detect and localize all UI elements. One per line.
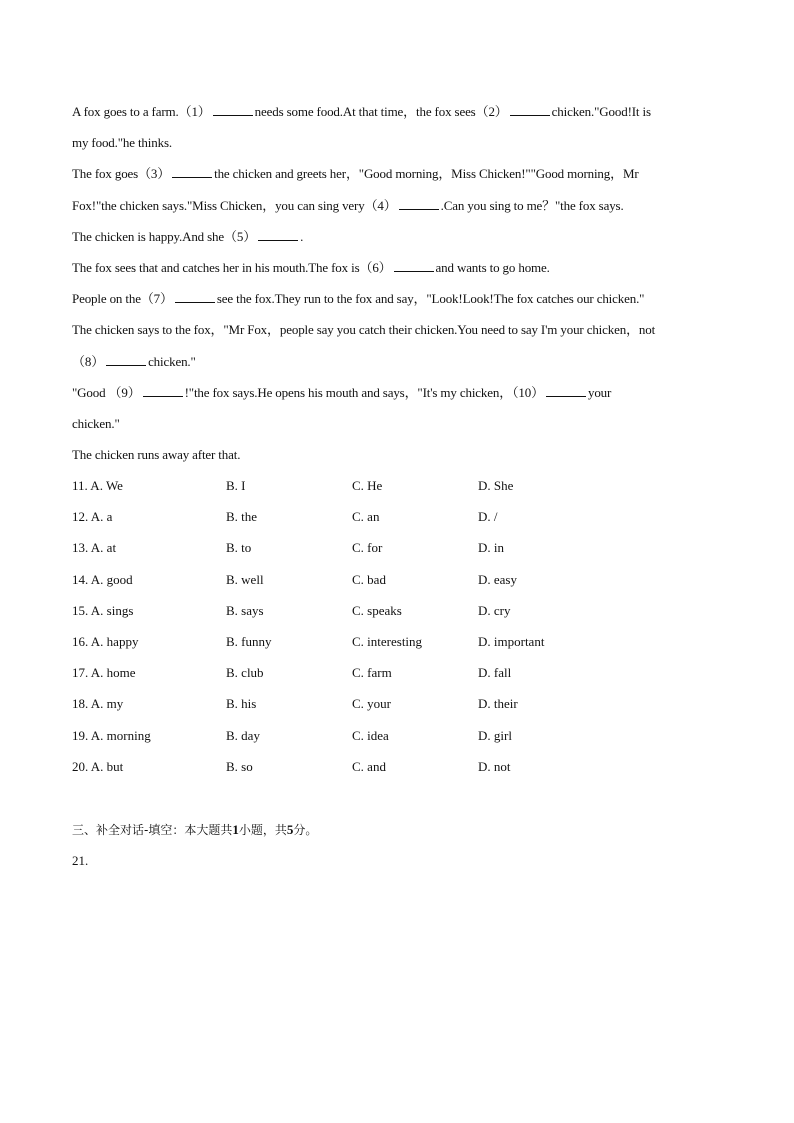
option-a: 14. A. good bbox=[72, 571, 133, 587]
blank-1 bbox=[213, 102, 253, 116]
option-d: D. their bbox=[478, 696, 518, 712]
passage-line-11 bbox=[72, 411, 728, 442]
option-row-19 bbox=[72, 723, 728, 754]
passage-text: A fox goes to a farm.（1） bbox=[72, 104, 211, 119]
passage-text: and wants to go home. bbox=[435, 259, 550, 275]
option-row-11 bbox=[72, 473, 728, 504]
passage-text: your bbox=[587, 384, 612, 400]
option-c: C. an bbox=[352, 509, 380, 525]
option-c: C. your bbox=[352, 696, 391, 712]
option-a: 13. A. at bbox=[72, 540, 117, 556]
section-heading bbox=[72, 817, 317, 843]
option-a: 17. A. home bbox=[72, 665, 136, 681]
option-row-16 bbox=[72, 629, 728, 660]
passage-text: The chicken is happy.And she（5） bbox=[72, 228, 257, 244]
passage-text: needs some food.At that time，the fox sees（2） bbox=[254, 104, 508, 119]
option-d: D. She bbox=[478, 478, 514, 493]
option-b: B. the bbox=[226, 509, 258, 525]
blank-5 bbox=[258, 227, 298, 241]
option-row-13 bbox=[72, 535, 728, 566]
option-row-15 bbox=[72, 598, 728, 629]
option-d: D. not bbox=[478, 758, 511, 774]
option-b: B. so bbox=[226, 758, 253, 774]
option-a: 19. A. morning bbox=[72, 727, 151, 743]
passage-text: Fox!"the chicken says."Miss Chicken，you can sing very（4） bbox=[72, 197, 397, 213]
passage-text: .Can you sing to me？"the fox says. bbox=[440, 197, 624, 213]
option-a: 11. A. We bbox=[72, 478, 123, 493]
option-a: 16. A. happy bbox=[72, 633, 139, 649]
passage-text: see the fox.They run to the fox and say，"Look!Look!The fox catches our chicken." bbox=[216, 291, 645, 307]
blank-10 bbox=[546, 383, 586, 397]
passage-text: （8） bbox=[72, 353, 105, 369]
option-d: D. fall bbox=[478, 665, 512, 681]
option-a: 15. A. sings bbox=[72, 602, 134, 618]
option-d: D. easy bbox=[478, 571, 517, 587]
passage-text: !"the fox says.He opens his mouth and says，"It's my chicken，（10） bbox=[184, 384, 544, 400]
passage-line-5 bbox=[72, 224, 728, 255]
option-b: B. well bbox=[226, 571, 264, 587]
option-d: D. cry bbox=[478, 602, 511, 618]
blank-9 bbox=[143, 383, 183, 397]
blank-4 bbox=[399, 196, 439, 210]
blank-6 bbox=[394, 258, 434, 272]
passage-line-2 bbox=[72, 130, 728, 161]
option-c: C. for bbox=[352, 540, 383, 556]
passage-text: . bbox=[300, 228, 304, 244]
option-a: 20. A. but bbox=[72, 758, 124, 774]
passage-line-7 bbox=[72, 286, 728, 317]
passage-line-1 bbox=[72, 99, 728, 130]
passage-line-3 bbox=[72, 161, 728, 192]
option-b: B. says bbox=[226, 602, 264, 618]
option-c: C. idea bbox=[352, 727, 389, 743]
passage-line-8 bbox=[72, 317, 728, 348]
blank-7 bbox=[175, 289, 215, 303]
option-c: C. and bbox=[352, 758, 386, 774]
option-b: B. his bbox=[226, 696, 257, 712]
passage-text: The chicken runs away after that. bbox=[72, 447, 241, 463]
passage-text: "Good （9） bbox=[72, 384, 141, 400]
passage-text: The fox goes（3） bbox=[72, 166, 171, 182]
section-heading-prefix: 三、补全对话-填空：本大题共 bbox=[72, 823, 233, 837]
passage-text: chicken." bbox=[72, 415, 120, 431]
option-b: B. I bbox=[226, 478, 246, 493]
option-d: D. / bbox=[478, 509, 498, 525]
answer-options bbox=[72, 473, 728, 785]
option-c: C. He bbox=[352, 478, 383, 493]
section-heading-suffix: 分。 bbox=[293, 823, 318, 837]
option-b: B. to bbox=[226, 540, 252, 556]
passage-line-10 bbox=[72, 380, 728, 411]
passage-line-12 bbox=[72, 442, 728, 473]
option-row-20 bbox=[72, 754, 728, 785]
option-row-18 bbox=[72, 691, 728, 722]
section-score: 5 bbox=[286, 822, 294, 837]
option-c: C. speaks bbox=[352, 602, 402, 618]
blank-2 bbox=[510, 102, 550, 116]
passage-text: the chicken and greets her，"Good morning，Miss Chicken!""Good morning，Mr bbox=[214, 166, 639, 182]
passage-text: People on the（7） bbox=[72, 291, 173, 307]
option-row-14 bbox=[72, 567, 728, 598]
passage-line-4 bbox=[72, 193, 728, 224]
passage-text: chicken." bbox=[148, 353, 196, 369]
option-b: B. funny bbox=[226, 633, 272, 649]
passage-line-9 bbox=[72, 349, 728, 380]
blank-3 bbox=[172, 164, 212, 178]
option-a: 18. A. my bbox=[72, 696, 124, 712]
option-d: D. in bbox=[478, 540, 504, 556]
section-question-count: 1 bbox=[232, 822, 239, 837]
passage-text: my food."he thinks. bbox=[72, 135, 172, 151]
passage-text: The chicken says to the fox，"Mr Fox，people say you catch their chicken.You need to say I'm your chicken，not bbox=[72, 322, 656, 338]
question-number: 21. bbox=[72, 853, 89, 868]
option-b: B. club bbox=[226, 665, 264, 681]
option-a: 12. A. a bbox=[72, 509, 113, 525]
blank-8 bbox=[106, 352, 146, 366]
option-d: D. important bbox=[478, 633, 545, 649]
section-heading-middle: 小题，共 bbox=[238, 823, 287, 837]
option-c: C. interesting bbox=[352, 633, 423, 649]
option-c: C. farm bbox=[352, 665, 392, 681]
option-d: D. girl bbox=[478, 727, 512, 743]
option-c: C. bad bbox=[352, 571, 386, 587]
cloze-passage bbox=[72, 99, 728, 473]
option-row-17 bbox=[72, 660, 728, 691]
option-row-12 bbox=[72, 504, 728, 535]
passage-line-6 bbox=[72, 255, 728, 286]
passage-text: chicken."Good!It is bbox=[551, 104, 651, 119]
passage-text: The fox sees that and catches her in his mouth.The fox is（6） bbox=[72, 259, 392, 275]
option-b: B. day bbox=[226, 727, 260, 743]
